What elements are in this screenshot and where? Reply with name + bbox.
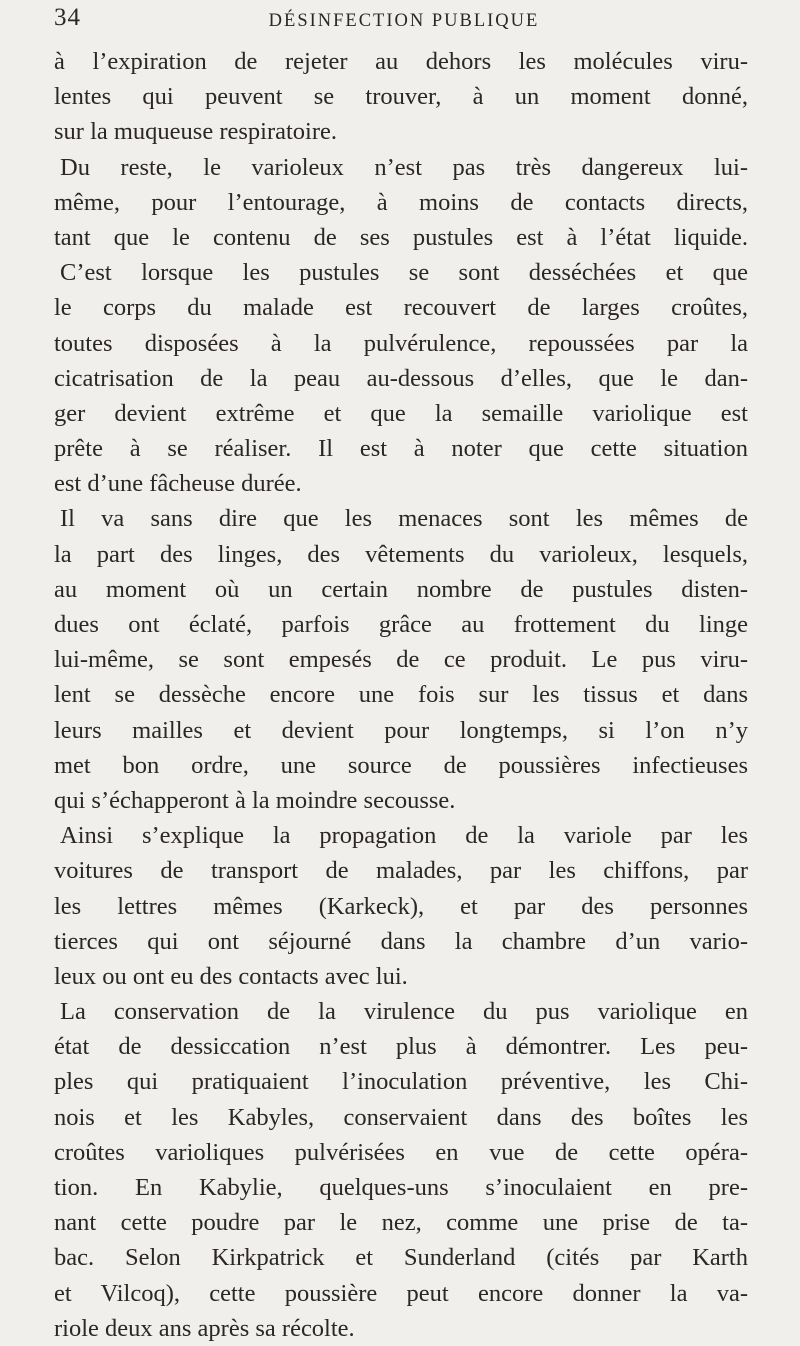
text-line: Il va sans dire que les menaces sont les mêmes de [60,505,748,533]
text-line: leurs mailles et devient pour longtemps, si l’on n’y [54,716,748,744]
text-line: tant que le contenu de ses pustules est à l’état liquide. [54,223,748,251]
text-line: riole deux ans après sa récolte. [54,1314,355,1342]
text-line: état de dessiccation n’est plus à démontrer. Les peu- [54,1033,748,1061]
text-line: nant cette poudre par le nez, comme une prise de ta- [54,1209,748,1237]
text-line: lentes qui peuvent se trouver, à un moment donné, [54,83,748,111]
text-line: dues ont éclaté, parfois grâce au frottement du linge [54,611,748,638]
text-line: met bon ordre, une source de poussières infectieuses [54,751,748,779]
text-line: à l’expiration de rejeter au dehors les molécules viru- [54,48,748,75]
text-line: les lettres mêmes (Karkeck), et par des personnes [54,892,748,920]
text-line: nois et les Kabyles, conservaient dans des boîtes les [54,1103,748,1131]
text-line: même, pour l’entourage, à moins de contacts directs, [54,188,748,216]
text-line: Du reste, le varioleux n’est pas très dangereux lui- [60,153,748,181]
text-line: bac. Selon Kirkpatrick et Sunderland (cités par Karth [54,1244,748,1272]
text-line: toutes disposées à la pulvérulence, repoussées par la [54,329,748,357]
page-number: 34 [54,4,81,31]
text-line: qui s’échapperont à la moindre secousse. [54,786,456,814]
page-header [54,4,754,38]
text-line: ples qui pratiquaient l’inoculation préventive, les Chi- [54,1068,748,1096]
text-line: La conservation de la virulence du pus variolique en [60,998,748,1026]
text-line: cicatrisation de la peau au-dessous d’elles, que le dan- [54,364,748,392]
text-line: est d’une fâcheuse durée. [54,470,302,498]
text-line: C’est lorsque les pustules se sont desséchées et que [60,259,748,287]
body-text [54,44,748,1346]
text-line: ger devient extrême et que la semaille variolique est [54,399,748,427]
text-line: prête à se réaliser. Il est à noter que cette situation [54,435,748,463]
text-line: lent se dessèche encore une fois sur les tissus et dans [54,681,748,709]
text-line: au moment où un certain nombre de pustules disten- [54,575,748,603]
text-line: voitures de transport de malades, par les chiffons, par [54,857,748,885]
text-line: et Vilcoq), cette poussière peut encore donner la va- [54,1279,748,1307]
text-line: sur la muqueuse respiratoire. [54,118,338,146]
text-line: tion. En Kabylie, quelques-uns s’inoculaient en pre- [54,1174,748,1201]
text-line: leux ou ont eu des contacts avec lui. [54,962,408,990]
text-line: tierces qui ont séjourné dans la chambre d’un vario- [54,927,748,955]
text-line: lui-même, se sont empesés de ce produit. Le pus viru- [54,646,748,674]
text-line: la part des linges, des vêtements du varioleux, lesquels, [54,540,748,568]
text-line: croûtes varioliques pulvérisées en vue de cette opéra- [54,1138,748,1166]
running-title: DÉSINFECTION PUBLIQUE [268,11,540,31]
text-line: Ainsi s’explique la propagation de la variole par les [60,822,748,850]
text-line: le corps du malade est recouvert de larges croûtes, [54,294,748,322]
